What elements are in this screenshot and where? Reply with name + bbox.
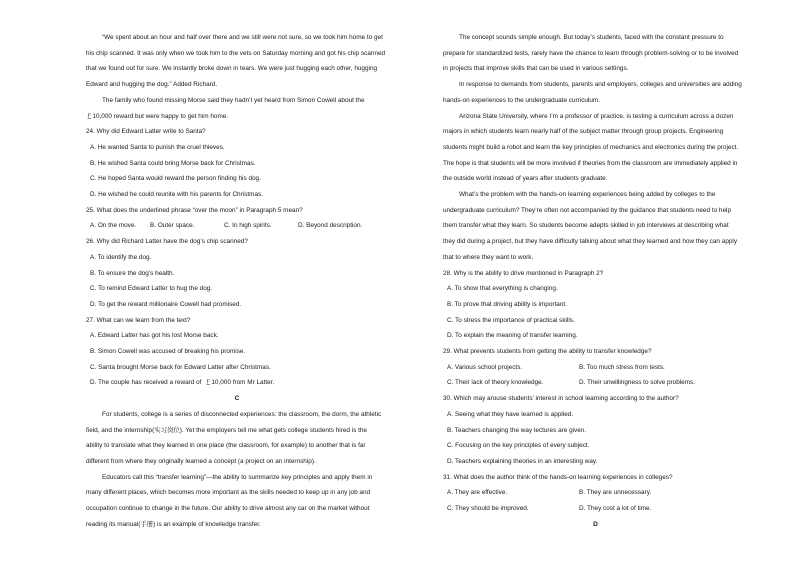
option-a: A. Seeing what they have learned is applied. xyxy=(447,410,574,418)
option-a: A. To show that everything is changing. xyxy=(447,285,558,293)
option-d: D. To get the reward millionaire Cowell had promised. xyxy=(90,300,242,308)
section-heading-d: D xyxy=(593,520,598,528)
question-26 xyxy=(86,234,388,313)
text-line: What’s the problem with the hands-on learning experiences being added by colleges to the xyxy=(459,191,716,199)
question-text: 25. What does the underlined phrase “over the moon” in Paragraph 5 mean? xyxy=(86,206,303,214)
text-line: occupation continue to change in the future. Our ability to drive almost any car on the market without xyxy=(86,505,370,513)
text-line: Arizona State University, where I’m a professor of practice, is testing a curriculum across a dozen xyxy=(459,112,734,120)
option-a: A. Edward Latter has got his lost Morse back. xyxy=(90,332,219,340)
option-c: C. He hoped Santa would reward the person finding his dog. xyxy=(90,175,261,183)
text-line: ￡10,000 reward but were happy to get him home. xyxy=(86,112,229,120)
option-a: A. To identify the dog. xyxy=(90,253,152,261)
text-line: prepare for standardized tests, rarely have the chance to learn through problem-solving or to be involved xyxy=(443,49,739,57)
text-line: majors in which students learn nearly half of the subject matter through group projects. Engineering xyxy=(443,128,724,136)
question-27 xyxy=(86,313,388,392)
question-text: 31. What does the author think of the hands-on learning experiences in colleges? xyxy=(443,473,673,481)
option-d: D. The couple has received a reward of ￡10,000 from Mr Latter. xyxy=(90,379,275,387)
question-text: 28. Why is the ability to drive mentioned in Paragraph 2? xyxy=(443,269,604,277)
question-text: 30. Which may arouse students’ interest in school learning according to the author? xyxy=(443,395,679,403)
option-c: C. They should be improved. xyxy=(447,505,529,513)
option-d: D. He wished he could reunite with his parents for Christmas. xyxy=(90,191,263,199)
options-row xyxy=(443,485,748,501)
text-line: In response to demands from students, parents and employers, colleges and universities are adding xyxy=(459,81,742,89)
text-line: Educators call this “transfer learning”—the ability to summarize key principles and apply them in xyxy=(102,473,373,481)
options-row xyxy=(443,501,748,517)
option-b: B. Teachers changing the way lectures are given. xyxy=(447,426,587,434)
option-d: D. Teachers explaining theories in an interesting way. xyxy=(447,457,598,465)
option-a: A. He wanted Santa to punish the cruel thieves. xyxy=(90,143,225,151)
text-line: students might build a robot and learn the key principles of mechanics and electronics during the project. xyxy=(443,143,739,151)
question-29 xyxy=(443,344,748,391)
text-line: “We spent about an hour and half over there and we still were not sure, so we took him home to get xyxy=(102,34,383,41)
text-line: the outside world instead of years after students graduate. xyxy=(443,175,608,183)
question-30 xyxy=(443,391,748,470)
option-b: B. To ensure the dog’s health. xyxy=(90,269,175,277)
option-c: C. To stress the importance of practical skills. xyxy=(447,316,575,324)
option-d: D. To explain the meaning of transfer learning. xyxy=(447,332,578,340)
question-text: 29. What prevents students from getting the ability to transfer knowledge? xyxy=(443,348,652,356)
option-b: B. They are unnecessary. xyxy=(579,489,652,497)
options-row xyxy=(443,375,748,391)
text-line: in projects that improve skills that can be used in various settings. xyxy=(443,65,629,73)
options-row xyxy=(86,218,388,234)
text-line: undergraduate curriculum? They’re often not accompanied by the guidance that students need to help xyxy=(443,206,732,214)
right-column xyxy=(443,30,748,533)
text-line: The family who found missing Morse said they hadn’t yet heard from Simon Cowell about the xyxy=(102,96,365,104)
option-c: C. In high spirits. xyxy=(224,222,272,230)
text-line: many different places, which becomes more important as the skills needed to keep up in any job and xyxy=(86,489,371,497)
option-a: A. On the move. xyxy=(90,222,137,230)
option-d: D. Their unwillingness to solve problems. xyxy=(579,379,696,387)
passage-c-paragraph-4 xyxy=(443,77,748,108)
text-line: Edward and hugging the dog.” Added Richard. xyxy=(86,81,218,89)
passage-b-paragraph-quote xyxy=(86,30,388,93)
passage-c-paragraph-6 xyxy=(443,187,748,266)
text-line: that to where they want to work. xyxy=(443,253,534,261)
question-25 xyxy=(86,203,388,234)
text-line: hands-on experiences to the undergraduate curriculum. xyxy=(443,96,601,104)
option-c: C. Their lack of theory knowledge. xyxy=(447,379,544,387)
text-line: The hope is that students will be more involved if theories from the classroom are immediately applied in xyxy=(443,159,738,167)
passage-c-paragraph-1 xyxy=(86,407,388,470)
option-c: C. Focusing on the key principles of every subject. xyxy=(447,442,590,450)
option-a: A. Various school projects. xyxy=(447,363,523,371)
question-24 xyxy=(86,124,388,203)
passage-c-paragraph-2 xyxy=(86,470,388,533)
text-line: them transfer what they learn. So students become adepts skilled in job interviews at describing what xyxy=(443,222,729,230)
option-b: B. He wished Santa could bring Morse back for Christmas. xyxy=(90,159,256,167)
question-31 xyxy=(443,470,748,517)
question-text: 26. Why did Richard Latter have the dog’s chip scanned? xyxy=(86,238,248,246)
passage-b-paragraph-family xyxy=(86,93,388,124)
section-heading-c: C xyxy=(234,395,240,403)
text-line: they did during a project, but they have difficulty talking about what they learned and how they can apply xyxy=(443,238,738,246)
passage-c-paragraph-3 xyxy=(443,30,748,77)
question-text: 27. What can we learn from the text? xyxy=(86,316,191,324)
left-column xyxy=(86,30,388,533)
option-c: C. To remind Edward Latter to hug the dog. xyxy=(90,285,213,293)
text-line: field, and the internship(实习岗位). Yet the employers tell me what gets college students hired is the xyxy=(86,426,367,434)
text-line: different from where they originally learned a concept (a project on an internship). xyxy=(86,457,316,465)
text-line: ability to translate what they learned in one place (the classroom, for example) to another that is far xyxy=(86,442,366,450)
options-row xyxy=(443,360,748,376)
option-b: B. Outer space. xyxy=(150,222,195,230)
text-line: The concept sounds simple enough. But today’s students, faced with the constant pressure to xyxy=(459,34,724,41)
option-b: B. To prove that driving ability is important. xyxy=(447,300,567,308)
option-b: B. Too much stress from tests. xyxy=(579,363,665,371)
text-line: reading its manual(手册) is an example of knowledge transfer. xyxy=(86,520,261,528)
text-line: that we found out for sure. We instantly broke down in tears. We were just hugging each other, hugging xyxy=(86,65,378,73)
question-text: 24. Why did Edward Latter write to Santa? xyxy=(86,128,206,136)
passage-c-paragraph-5 xyxy=(443,109,748,188)
option-d: D. Beyond description. xyxy=(298,222,363,230)
option-a: A. They are effective. xyxy=(447,489,508,497)
text-line: his chip scanned. It was only when we took him to the vets on Saturday morning and got his chip scanned xyxy=(86,49,386,57)
text-line: For students, college is a series of disconnected experiences: the classroom, the dorm, the athletic xyxy=(102,410,382,418)
option-c: C. Santa brought Morse back for Edward Latter after Christmas. xyxy=(90,363,271,371)
question-28 xyxy=(443,266,748,345)
option-b: B. Simon Cowell was accused of breaking his promise. xyxy=(90,348,246,356)
option-d: D. They cost a lot of time. xyxy=(579,505,652,513)
